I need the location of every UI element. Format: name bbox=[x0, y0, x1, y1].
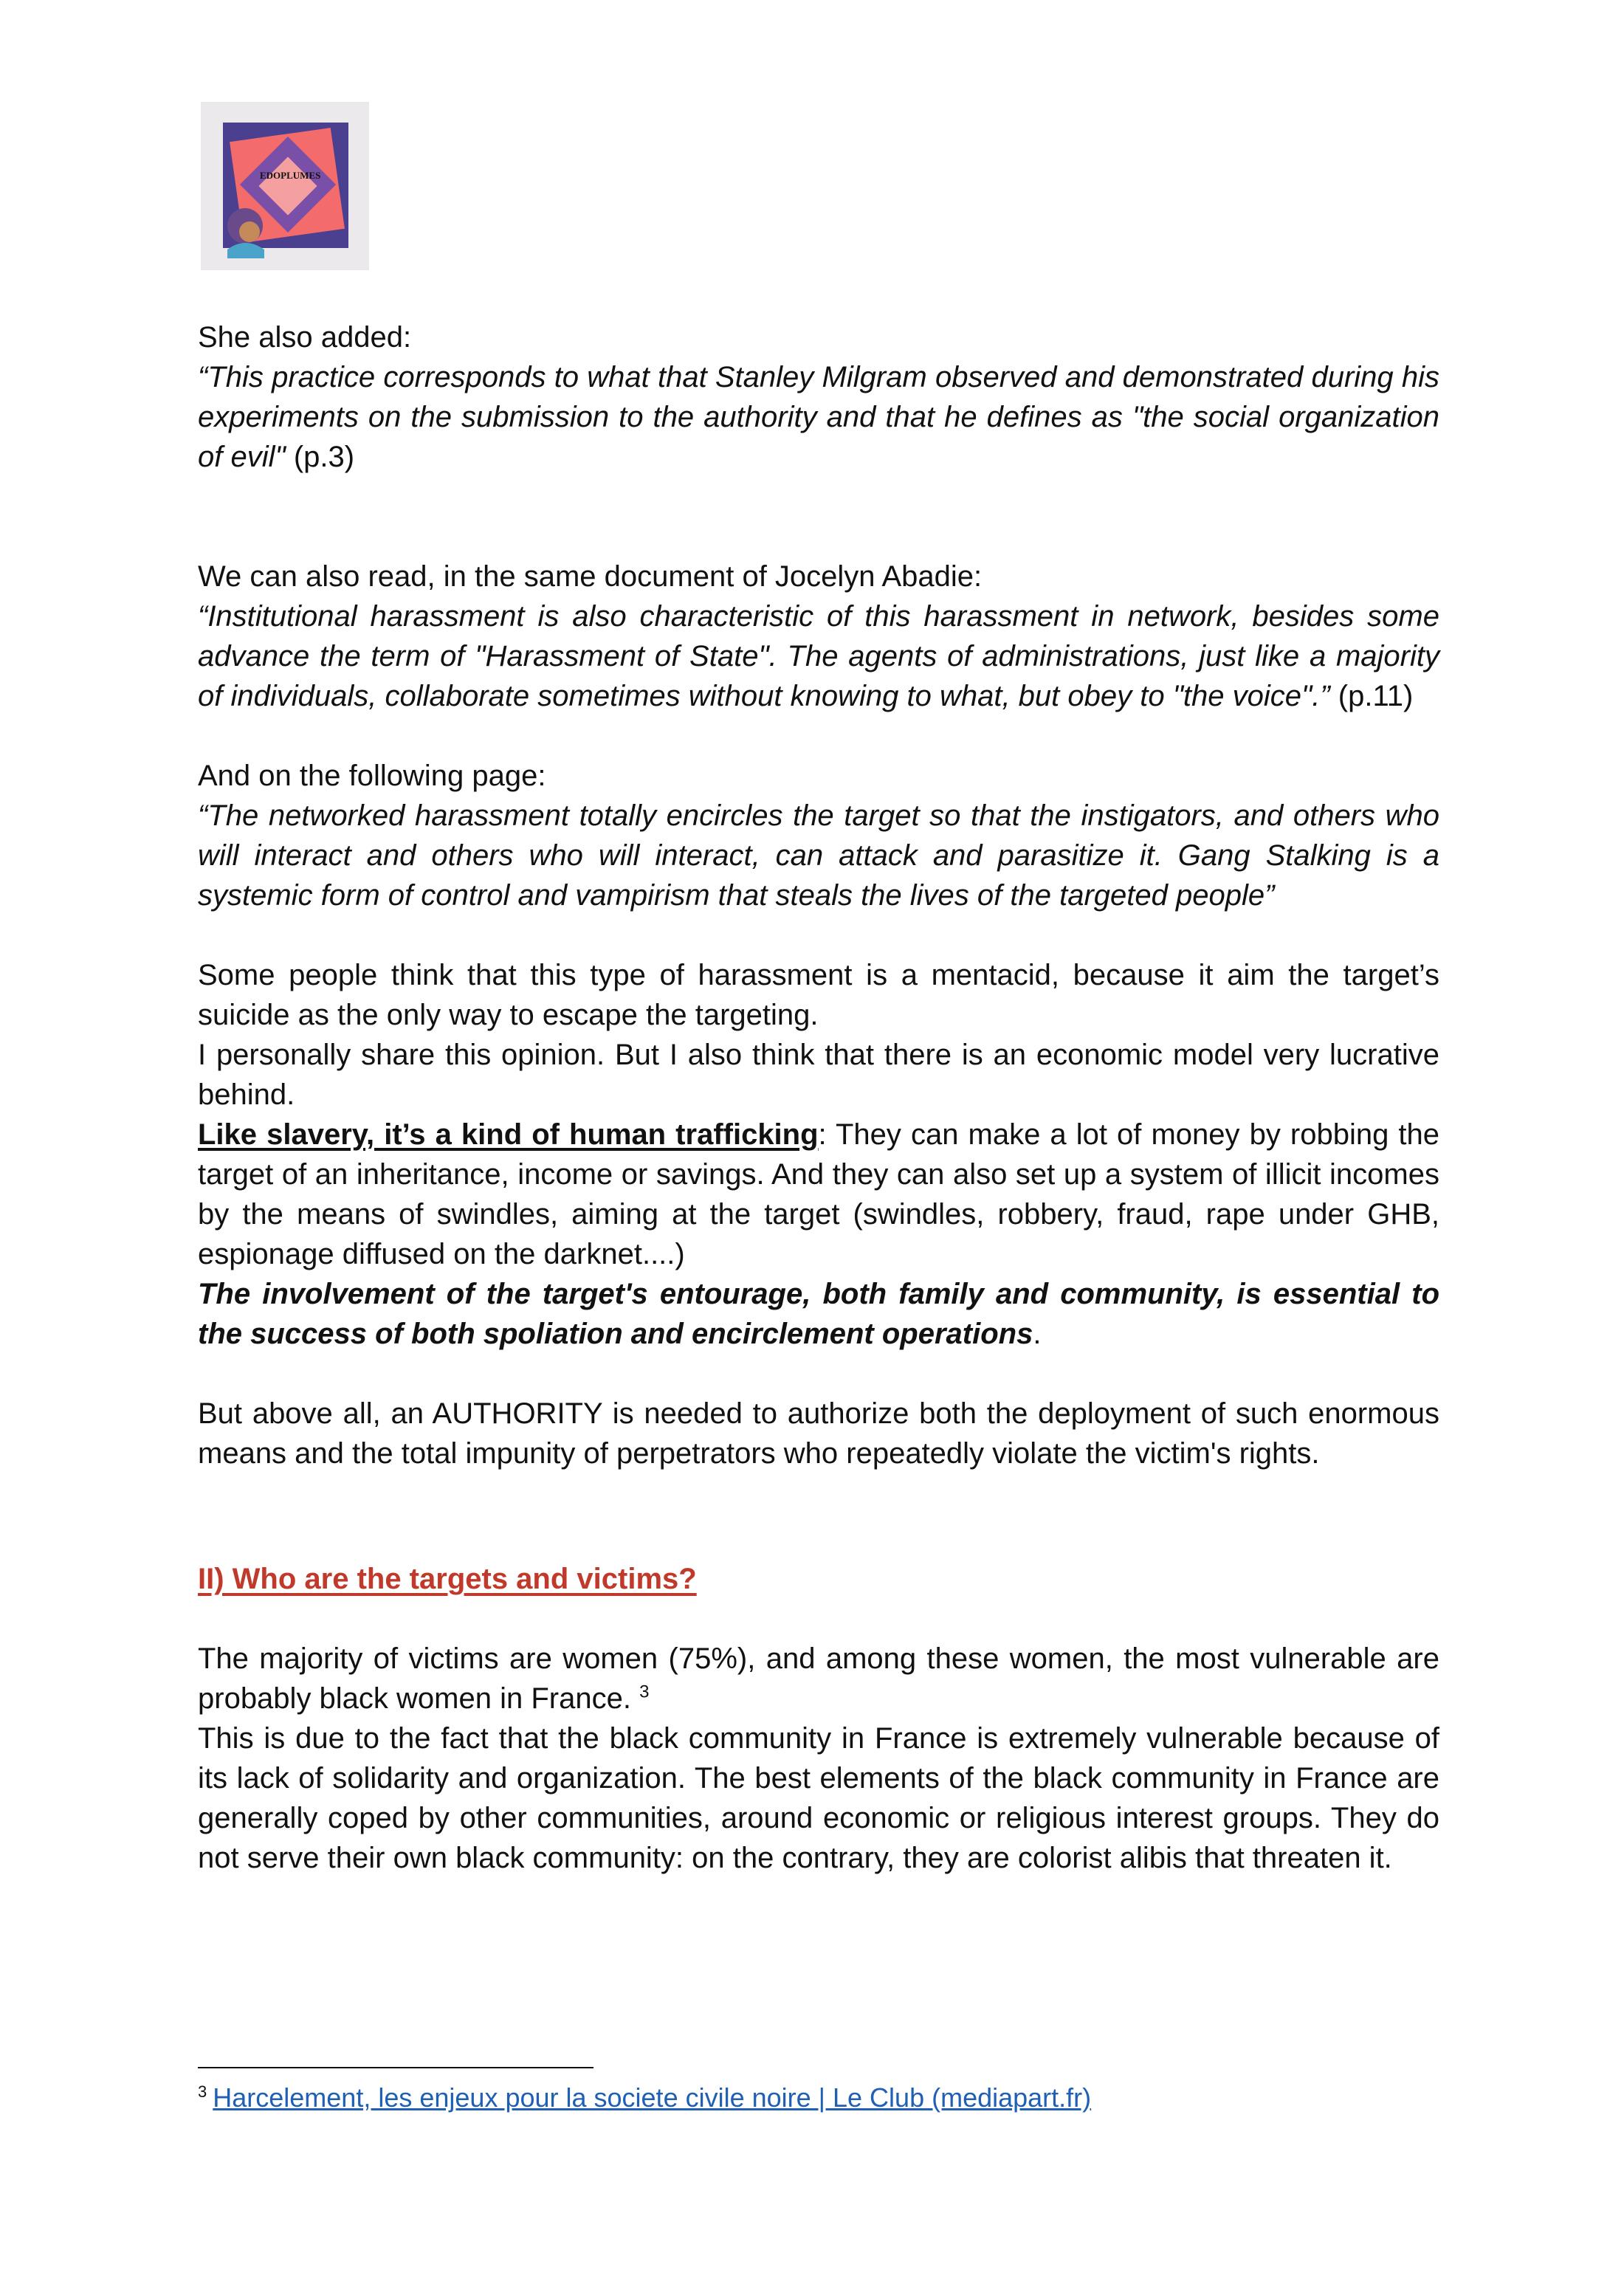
quote-milgram bbox=[198, 357, 1439, 477]
footnote bbox=[198, 2080, 1091, 2116]
logo-graphic bbox=[201, 102, 369, 270]
paragraph-community: This is due to the fact that the black community in France is extremely vulnerable because of its lack of solidarity and organization. The best elements of the black community in France are generally coped by other communities, around economic or religious interest groups. They do not serve their own black community: on the contrary, they are colorist alibis that threaten it. bbox=[198, 1722, 1439, 1874]
paragraph-involvement bbox=[198, 1274, 1439, 1354]
paragraph-intro-following: And on the following page: bbox=[198, 760, 546, 792]
footnote-divider bbox=[198, 2067, 593, 2068]
footnote-link[interactable]: Harcelement, les enjeux pour la societe civile noire | Le Club (mediapart.fr) bbox=[213, 2082, 1092, 2113]
involvement-emphasis: The involvement of the target's entourage, both family and community, is essential to the success of both spoliation and encirclement operations bbox=[198, 1278, 1439, 1350]
logo-text: EDOPLUMES bbox=[260, 170, 321, 181]
paragraph-mentacid: Some people think that this type of harassment is a mentacid, because it aim the target’s suicide as the only way to escape the targeting. bbox=[198, 959, 1439, 1031]
paragraph-slavery bbox=[198, 1115, 1439, 1274]
quote-institutional-text: “Institutional harassment is also characteristic of this harassment in network, besides some advance the term of "Harassment of State". The agents of administrations, just like a majority of individuals, collaborate sometimes without knowing to what, but obey to "the voice".” bbox=[198, 600, 1439, 712]
paragraph-majority bbox=[198, 1639, 1439, 1718]
edoplumes-logo bbox=[201, 102, 369, 270]
quote-networked bbox=[198, 796, 1439, 915]
quote-networked-text: “The networked harassment totally encircles the target so that the instigators, and others who will interact and others who will interact, can attack and parasitize it. Gang Stalking is a systemic form of control and vampirism that steals the lives of the targeted people” bbox=[198, 799, 1439, 912]
footnote-ref[interactable]: 3 bbox=[639, 1682, 650, 1702]
paragraph-intro-abadie: We can also read, in the same document of Jocelyn Abadie: bbox=[198, 560, 983, 593]
section-heading: II) Who are the targets and victims? bbox=[198, 1563, 697, 1595]
paragraph-intro-added: She also added: bbox=[198, 321, 412, 354]
document-body bbox=[198, 317, 1439, 1878]
footnote-number: 3 bbox=[198, 2082, 207, 2101]
quote-institutional bbox=[198, 596, 1439, 716]
slavery-emphasis: Like slavery, it’s a kind of human trafficking bbox=[198, 1118, 819, 1151]
quote-milgram-text: “This practice corresponds to what that Stanley Milgram observed and demonstrated during his experiments on the submission to the authority and that he defines as "the social organization of evil" bbox=[198, 361, 1439, 473]
paragraph-authority: But above all, an AUTHORITY is needed to authorize both the deployment of such enormous means and the total impunity of perpetrators who repeatedly violate the victim's rights. bbox=[198, 1397, 1439, 1470]
quote-institutional-ref: (p.11) bbox=[1329, 680, 1414, 712]
quote-milgram-ref: (p.3) bbox=[285, 441, 355, 473]
involvement-end: . bbox=[1033, 1318, 1042, 1350]
paragraph-opinion: I personally share this opinion. But I also think that there is an economic model very lucrative behind. bbox=[198, 1039, 1439, 1111]
slavery-rest: : They can make a lot of money by robbing the target of an inheritance, income or savings. And they can also set up a system of illicit incomes by the means of swindles, aiming at the target (swindles, robbery, fraud, rape under GHB, espionage diffused on the darknet....) bbox=[198, 1118, 1439, 1270]
majority-text: The majority of victims are women (75%), and among these women, the most vulnerable are probably black women in France. bbox=[198, 1642, 1439, 1715]
